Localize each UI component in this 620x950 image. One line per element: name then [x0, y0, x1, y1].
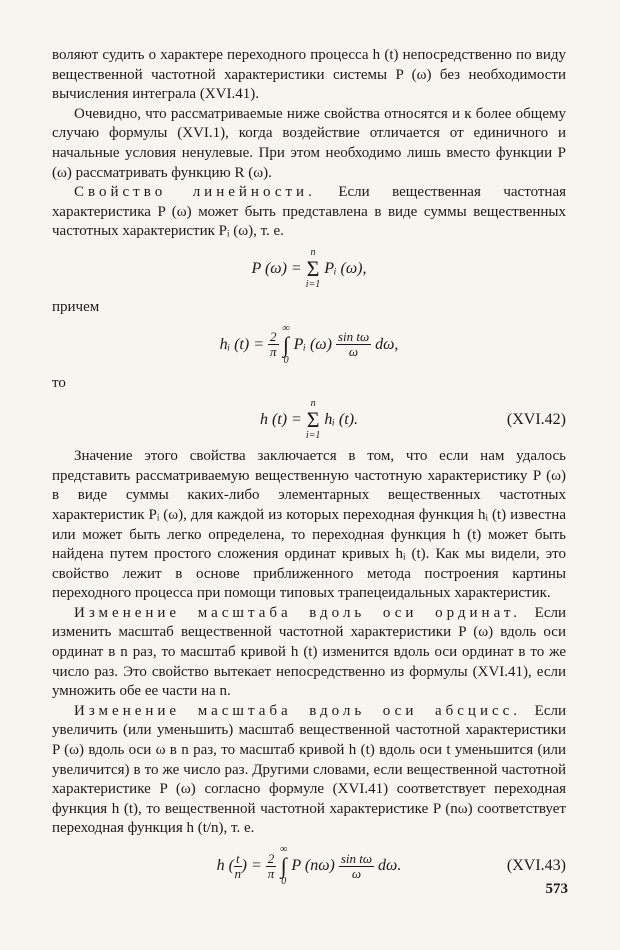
eq2-rhs: Pᵢ (ω): [293, 335, 332, 353]
eq2-frac2-bottom: ω: [348, 344, 359, 360]
equation-label-xvi-43: (XVI.43): [506, 857, 566, 874]
eq4-tail: dω.: [378, 857, 402, 874]
word-prichem: причем: [52, 298, 100, 315]
integral-icon: ∫: [283, 331, 290, 357]
eq1-sum-top: n: [310, 247, 316, 259]
eq4-frac-bottom: π: [267, 865, 275, 881]
paragraph-ordinate: [52, 604, 566, 702]
text-ordinate: Если изменить масштаб вещественной частотной характеристики P (ω) вдоль оси ординат в n раз, то масштаб кривой h (t) изменится вдоль оси ординат в то же число раз. Это свойство вытекает непосредственно из формулы (XVI.41), если умножить обе ее части на n.: [52, 604, 566, 700]
eq1-sum-bottom: i=1: [305, 279, 321, 291]
page-body: [52, 46, 566, 893]
heading-abscissa: Изменение масштаба вдоль оси абсцисс.: [74, 702, 522, 719]
eq4-int-top: ∞: [280, 844, 288, 856]
eq4-lhs-bottom: n: [234, 865, 242, 881]
eq2-frac-bottom: π: [269, 344, 277, 360]
eq4-lhs-top: t: [235, 850, 240, 866]
paragraph-2: Очевидно, что рассматриваемые ниже свойства относятся и к более общему случаю формулы (XVI.1), когда воздействие отличается от единичного и начальные условия ненулевые. При этом необходимо лишь вместо функции P (ω) рассматривать функцию R (ω).: [52, 105, 566, 181]
eq4-rhs: P (nω): [291, 857, 335, 874]
text-linearity: Если вещественная частотная характеристика P (ω) может быть представлена в виде суммы вещественных частотных характеристик Pᵢ (ω), т. е.: [52, 184, 567, 240]
heading-ordinate: Изменение масштаба вдоль оси ординат.: [74, 604, 522, 621]
equation-h-i: [52, 318, 566, 372]
eq2-int-bottom: 0: [283, 354, 289, 366]
sum-icon: Σ: [306, 407, 320, 433]
eq4-frac-top: 2: [267, 850, 275, 866]
heading-linearity: Свойство линейности.: [74, 184, 316, 201]
sum-icon: Σ: [306, 256, 320, 282]
eq4-frac2-bottom: ω: [351, 865, 362, 881]
eq3-lhs: h (t) =: [259, 411, 302, 429]
paragraph-linearity: [52, 183, 566, 242]
eq3-rhs: hᵢ (t).: [324, 411, 359, 429]
paragraph-4: Значение этого свойства заключается в том, что если нам удалось представить рассматриваемую вещественную частотную характеристику P (ω) в виде суммы каких-либо элементарных вещественных частотных характеристик Pᵢ (ω), для каждой из которых переходная функция hᵢ (t) известна или может быть легко определена, то переходная функция h (t) может быть найдена путем простого сложения ординат кривых hᵢ (t). Как мы видели, это свойство лежит в основе приближенного метода построения картины переходного процесса при помощи типовых трапецеидальных характеристик.: [52, 448, 566, 602]
word-to: то: [52, 374, 66, 391]
eq2-tail: dω,: [375, 335, 399, 353]
paragraph-1: воляют судить о характере переходного процесса h (t) непосредственно по виду вещественной частотной характеристики системы P (ω) без необходимости вычисления интеграла (XVI.41).: [52, 47, 566, 103]
eq3-sum-bottom: i=1: [305, 430, 321, 442]
eq3-sum-top: n: [310, 398, 316, 410]
paragraph-abscissa: [52, 702, 566, 839]
eq2-lhs: hᵢ (t) =: [219, 335, 264, 353]
eq4-lhs-fn: h: [216, 857, 225, 874]
text-abscissa: Если увеличить (или уменьшить) масштаб вещественной частотной характеристики P (ω) вдоль оси ω в n раз, то масштаб кривой h (t) вдоль оси t уменьшится (или увеличится) в то же число раз. Другими словами, если вещественной частотной характеристике P (ω) согласно формуле (XVI.41) соответствует переходная функция h (t), то вещественной частотной характеристике P (nω) соответствует переходная функция h (t/n), т. е.: [52, 702, 566, 837]
eq4-frac2-top: sin tω: [340, 850, 373, 866]
eq2-frac2-top: sin tω: [337, 329, 370, 345]
eq4-int-bottom: 0: [281, 876, 287, 888]
integral-icon: ∫: [280, 853, 287, 879]
equation-label-xvi-42: (XVI.42): [506, 411, 566, 429]
equation-xvi-43: h ( $\frac{t}{n}$ ) = $\frac{2}{\pi}$ ∞ ∫ 0 P (nω) $\frac{\text{sin tω}}{\omega}$ dω. (XVI.43): [52, 839, 566, 893]
equation-sum-p: P (ω) = n Σ i=1 Pᵢ (ω),: [251, 247, 367, 291]
page-number: 573: [545, 881, 568, 897]
eq2-frac-top: 2: [270, 329, 277, 345]
eq2-int-top: ∞: [282, 322, 290, 334]
equation-xvi-42: [52, 393, 566, 447]
